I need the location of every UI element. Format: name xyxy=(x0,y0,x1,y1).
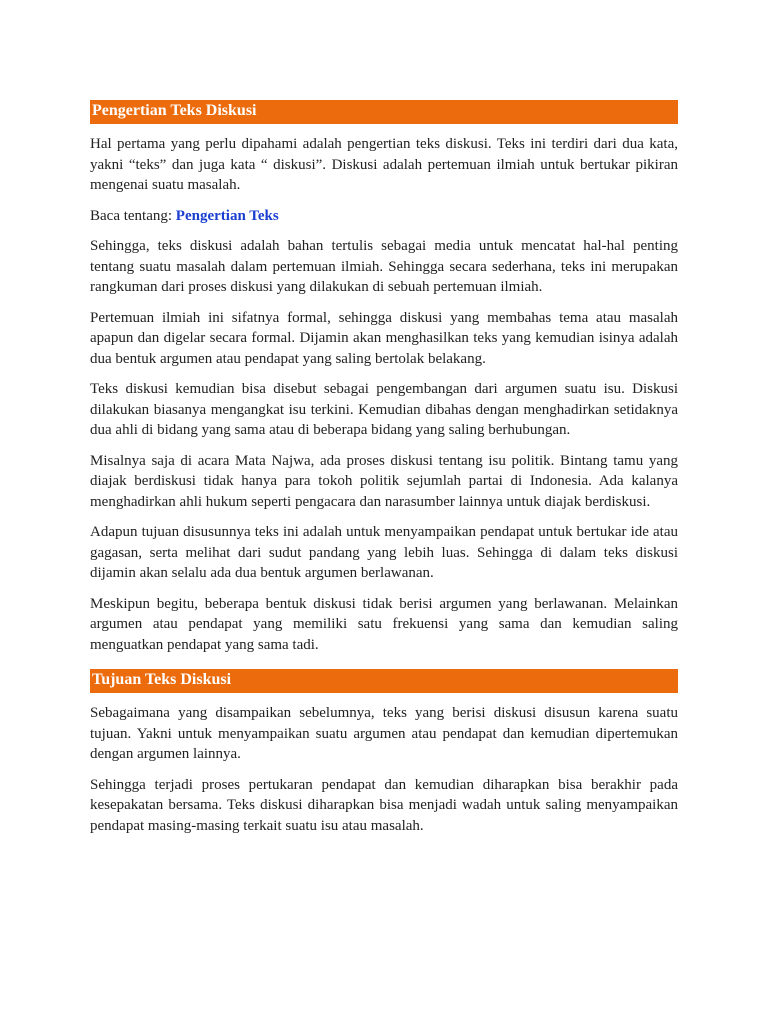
paragraph-9: Sehingga terjadi proses pertukaran pendapat dan kemudian diharapkan bisa berakhir pada kesepakatan bersama. Teks diskusi diharapkan bisa menjadi wadah untuk saling menyampaikan pendapat masing-masing terkait suatu isu atau masalah. xyxy=(90,776,678,834)
paragraph-5: Misalnya saja di acara Mata Najwa, ada proses diskusi tentang isu politik. Bintang tamu yang diajak berdiskusi tidak hanya para tokoh politik sejumlah partai di Indonesia. Ada kalanya menghadirkan ahli hukum seperti pengacara dan narasumber lainnya untuk diajak berdiskusi. xyxy=(90,452,678,510)
section-heading-tujuan: Tujuan Teks Diskusi xyxy=(90,669,678,693)
read-also-prefix: Baca tentang: xyxy=(90,207,176,224)
document-page xyxy=(90,100,678,846)
read-also-line xyxy=(90,206,678,227)
paragraph-6: Adapun tujuan disusunnya teks ini adalah untuk menyampaikan pendapat untuk bertukar ide atau gagasan, serta melihat dari sudut pandang yang lebih luas. Sehingga di dalam teks diskusi dijamin akan selalu ada dua bentuk argumen berlawanan. xyxy=(90,524,678,581)
paragraph-1: Hal pertama yang perlu dipahami adalah pengertian teks diskusi. Teks ini terdiri dari dua kata, yakni “teks” dan juga kata “ diskusi”. Diskusi adalah pertemuan ilmiah untuk bertukar pikiran mengenai suatu masalah. xyxy=(90,136,678,193)
pengertian-teks-link[interactable]: Pengertian Teks xyxy=(175,207,279,224)
section-heading-pengertian: Pengertian Teks Diskusi xyxy=(90,100,678,124)
paragraph-2: Sehingga, teks diskusi adalah bahan tertulis sebagai media untuk mencatat hal-hal penting tentang suatu masalah dalam pertemuan ilmiah. Sehingga secara sederhana, teks ini merupakan rangkuman dari proses diskusi yang dilakukan di sebuah pertemuan ilmiah. xyxy=(90,238,678,295)
paragraph-8: Sebagaimana yang disampaikan sebelumnya, teks yang berisi diskusi disusun karena suatu tujuan. Yakni untuk menyampaikan suatu argumen atau pendapat dan kemudian dipertemukan dengan argumen lainnya. xyxy=(90,705,678,762)
paragraph-3: Pertemuan ilmiah ini sifatnya formal, sehingga diskusi yang membahas tema atau masalah apapun dan digelar secara formal. Dijamin akan menghasilkan teks yang kemudian isinya adalah dua bentuk argumen atau pendapat yang saling bertolak belakang. xyxy=(90,309,678,367)
paragraph-7: Meskipun begitu, beberapa bentuk diskusi tidak berisi argumen yang berlawanan. Melainkan argumen atau pendapat yang memiliki satu frekuensi yang sama dan kemudian saling menguatkan pendapat yang sama tadi. xyxy=(90,595,678,653)
paragraph-4: Teks diskusi kemudian bisa disebut sebagai pengembangan dari argumen suatu isu. Diskusi dilakukan biasanya mengangkat isu terkini. Kemudian dibahas dengan menghadirkan setidaknya dua ahli di bidang yang sama atau di beberapa bidang yang saling berhubungan. xyxy=(90,381,678,438)
